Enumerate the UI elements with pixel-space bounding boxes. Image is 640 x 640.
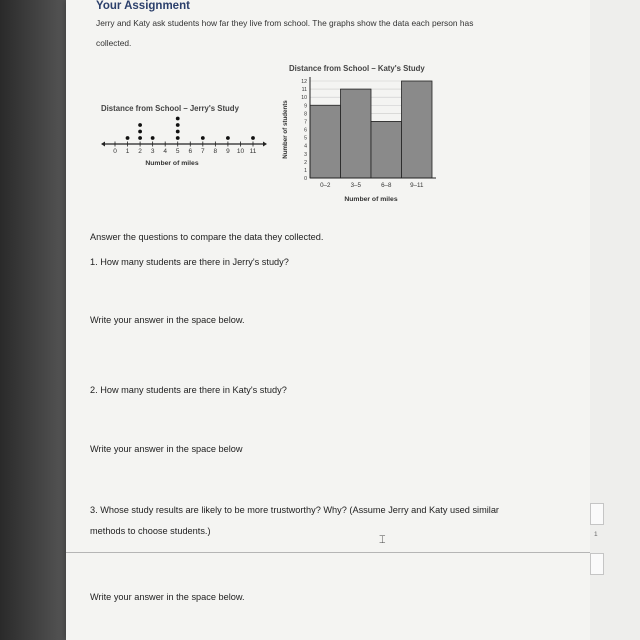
answer-prompt-2[interactable]: Write your answer in the space below	[90, 444, 243, 454]
questions-lead: Answer the questions to compare the data they collected.	[90, 232, 324, 242]
katy-histogram	[278, 76, 458, 206]
jerry-dot	[176, 136, 180, 140]
katy-bar-2	[341, 89, 372, 178]
margin-box-bottom	[590, 553, 604, 575]
jerry-dot-plot	[95, 114, 275, 170]
katy-y-tick-label-9: 9	[304, 103, 307, 110]
answer-prompt-1[interactable]: Write your answer in the space below.	[90, 315, 245, 325]
jerry-tick-label-2: 2	[138, 148, 142, 155]
answer-prompt-3[interactable]: Write your answer in the space below.	[90, 592, 245, 602]
katy-x-axis-label: Number of miles	[344, 196, 398, 203]
jerry-dot	[176, 123, 180, 127]
katy-bar-1	[310, 105, 341, 178]
jerry-dot	[138, 123, 142, 127]
katy-y-tick-label-10: 10	[301, 95, 307, 102]
katy-y-tick-label-4: 4	[304, 143, 307, 150]
jerry-axis-arrow-left-icon	[101, 142, 105, 147]
jerry-dot	[226, 136, 230, 140]
text-cursor-icon: ⌶	[379, 534, 386, 546]
jerry-tick-label-7: 7	[201, 148, 205, 155]
katy-y-tick-label-0: 0	[304, 176, 307, 182]
jerry-tick-label-8: 8	[213, 148, 218, 155]
page-margin-right	[590, 0, 640, 640]
katy-y-tick-label-3: 3	[304, 151, 307, 158]
jerry-tick-label-9: 9	[226, 148, 230, 155]
assignment-title: Your Assignment	[96, 0, 190, 12]
katy-y-tick-label-7: 7	[304, 119, 307, 126]
katy-y-tick-label-12: 12	[301, 79, 307, 85]
katy-y-tick-label-1: 1	[304, 167, 307, 174]
jerry-chart-title: Distance from School – Jerry's Study	[101, 104, 239, 113]
jerry-tick-label-0: 0	[113, 148, 117, 155]
katy-bar-3	[371, 121, 402, 178]
jerry-tick-label-1: 1	[125, 148, 130, 155]
jerry-tick-label-3: 3	[150, 148, 155, 155]
jerry-x-axis-label: Number of miles	[145, 160, 199, 167]
jerry-axis-arrow-right-icon	[263, 142, 267, 147]
jerry-tick-label-4: 4	[163, 148, 167, 155]
katy-y-tick-label-11: 11	[301, 87, 307, 94]
question-1: 1. How many students are there in Jerry's study?	[90, 257, 289, 267]
jerry-tick-label-6: 6	[188, 148, 193, 155]
page-number: 1	[594, 531, 598, 538]
katy-y-axis-label: Number of students	[282, 100, 289, 159]
jerry-dot	[176, 130, 180, 134]
katy-x-tick-label-1: 0–2	[320, 182, 331, 189]
question-2: 2. How many students are there in Katy's study?	[90, 385, 287, 395]
jerry-tick-label-11: 11	[249, 148, 257, 155]
katy-y-tick-label-6: 6	[304, 127, 307, 134]
jerry-dot	[126, 136, 130, 140]
jerry-dot	[176, 117, 180, 121]
katy-x-tick-label-4: 9–11	[410, 182, 424, 189]
katy-x-tick-label-3: 6–8	[381, 182, 392, 189]
katy-y-tick-label-5: 5	[304, 135, 307, 142]
background-left	[0, 0, 66, 640]
jerry-dot	[151, 136, 155, 140]
margin-box-top	[590, 503, 604, 525]
katy-chart-title: Distance from School – Katy's Study	[289, 64, 425, 73]
question-3: 3. Whose study results are likely to be more trustworthy? Why? (Assume Jerry and Katy used similar methods to choose students.)	[90, 505, 499, 536]
katy-bar-4	[402, 81, 433, 178]
jerry-dot	[201, 136, 205, 140]
jerry-tick-label-5: 5	[175, 148, 180, 155]
jerry-tick-label-10: 10	[236, 148, 245, 155]
jerry-dot	[138, 136, 142, 140]
jerry-dot	[138, 130, 142, 134]
katy-y-tick-label-8: 8	[304, 111, 307, 118]
katy-y-tick-label-2: 2	[304, 159, 307, 166]
assignment-intro: Jerry and Katy ask students how far they live from school. The graphs show the data each person has collected.	[96, 18, 474, 48]
katy-x-tick-label-2: 3–5	[350, 182, 361, 189]
page-divider	[66, 552, 590, 553]
jerry-dot	[251, 136, 255, 140]
